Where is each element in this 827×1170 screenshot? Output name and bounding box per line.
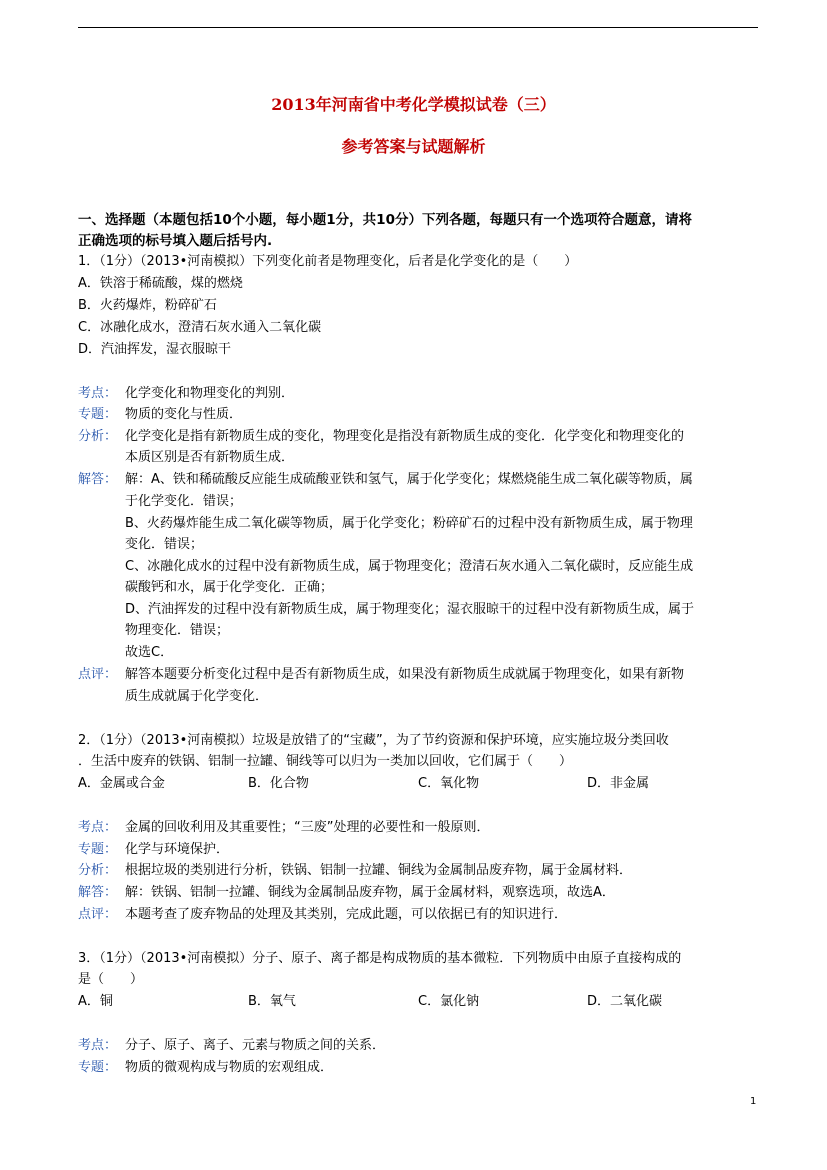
q1-stem: 1．（1分）（2013•河南模拟）下列变化前者是物理变化，后者是化学变化的是（ ） bbox=[78, 254, 578, 269]
q1-jieda-label: 解答： bbox=[78, 472, 118, 487]
q2-option-a: A．金属或合金 bbox=[78, 776, 165, 791]
q3-option-c: C．氯化钠 bbox=[418, 994, 480, 1009]
section-heading-line-1: 一、选择题（本题包括10个小题，每小题1分，共10分）下列各题，每题只有一个选项符合题意，请将 bbox=[78, 212, 692, 228]
q1-option-b: B．火药爆炸，粉碎矿石 bbox=[78, 298, 217, 313]
q2-option-d: D．非金属 bbox=[587, 776, 650, 791]
q1-dianping-line-2: 质生成就属于化学变化． bbox=[125, 689, 269, 704]
q2-fenxi: 根据垃圾的类别进行分析，铁锅、铝制一拉罐、铜线为金属制品废弃物，属于金属材料． bbox=[125, 863, 633, 878]
q1-jieda-line-9: 故选C． bbox=[125, 645, 174, 660]
q2-zhuanti-label: 专题： bbox=[78, 842, 118, 857]
q1-zhuanti-label: 专题： bbox=[78, 407, 118, 422]
q1-option-a: A．铁溶于稀硫酸，煤的燃烧 bbox=[78, 276, 243, 291]
page-subtitle: 参考答案与试题解析 bbox=[341, 137, 486, 156]
q3-kaodian-label: 考点： bbox=[78, 1038, 118, 1053]
q1-fenxi-line-2: 本质区别是否有新物质生成． bbox=[125, 450, 295, 465]
q2-stem-line-2: ．生活中废弃的铁锅、铝制一拉罐、铜线等可以归为一类加以回收，它们属于（ ） bbox=[78, 754, 573, 769]
q1-dianping-label: 点评： bbox=[78, 667, 118, 682]
q2-option-c: C．氧化物 bbox=[418, 776, 480, 791]
page-title: 2013年河南省中考化学模拟试卷（三） bbox=[271, 95, 556, 114]
q1-kaodian: 化学变化和物理变化的判别． bbox=[125, 386, 295, 401]
q1-kaodian-label: 考点： bbox=[78, 386, 118, 401]
page-number: 1 bbox=[750, 1096, 757, 1107]
q1-option-d: D．汽油挥发，湿衣服晾干 bbox=[78, 342, 232, 357]
q1-jieda-line-3: B、火药爆炸能生成二氧化碳等物质，属于化学变化；粉碎矿石的过程中没有新物质生成，属于物理 bbox=[125, 516, 693, 531]
q1-jieda-line-8: 物理变化．错误； bbox=[125, 623, 230, 638]
q1-jieda-line-5: C、冰融化成水的过程中没有新物质生成，属于物理变化；澄清石灰水通入二氧化碳时，反应能生成 bbox=[125, 559, 694, 574]
q1-zhuanti: 物质的变化与性质． bbox=[125, 407, 243, 422]
q1-fenxi-label: 分析： bbox=[78, 429, 118, 444]
q1-jieda-line-7: D、汽油挥发的过程中没有新物质生成，属于物理变化；湿衣服晾干的过程中没有新物质生成，属于 bbox=[125, 602, 695, 617]
q2-zhuanti: 化学与环境保护． bbox=[125, 842, 230, 857]
q2-dianping: 本题考查了废弃物品的处理及其类别，完成此题，可以依据已有的知识进行． bbox=[125, 907, 568, 922]
q1-jieda-line-2: 于化学变化．错误； bbox=[125, 494, 243, 509]
q3-option-b: B．氧气 bbox=[248, 994, 296, 1009]
q3-stem-line-2: 是（ ） bbox=[78, 972, 144, 987]
q3-zhuanti: 物质的微观构成与物质的宏观组成． bbox=[125, 1060, 334, 1075]
q2-fenxi-label: 分析： bbox=[78, 863, 118, 878]
q1-jieda-line-4: 变化．错误； bbox=[125, 537, 204, 552]
q2-option-b: B．化合物 bbox=[248, 776, 309, 791]
q1-dianping-line-1: 解答本题要分析变化过程中是否有新物质生成，如果没有新物质生成就属于物理变化，如果有新物 bbox=[125, 667, 685, 682]
q1-fenxi-line-1: 化学变化是指有新物质生成的变化，物理变化是指没有新物质生成的变化．化学变化和物理变化的 bbox=[125, 429, 685, 444]
q2-jieda: 解：铁锅、铝制一拉罐、铜线为金属制品废弃物，属于金属材料，观察选项，故选A． bbox=[125, 885, 615, 900]
q1-jieda-line-1: 解：A、铁和稀硫酸反应能生成硫酸亚铁和氢气，属于化学变化；煤燃烧能生成二氧化碳等物质，属 bbox=[125, 472, 693, 487]
q3-option-a: A．铜 bbox=[78, 994, 113, 1009]
q3-zhuanti-label: 专题： bbox=[78, 1060, 118, 1075]
q3-option-d: D．二氧化碳 bbox=[587, 994, 663, 1009]
q2-dianping-label: 点评： bbox=[78, 907, 118, 922]
q3-stem-line-1: 3．（1分）（2013•河南模拟）分子、原子、离子都是构成物质的基本微粒．下列物质中由原子直接构成的 bbox=[78, 951, 682, 966]
q1-option-c: C．冰融化成水，澄清石灰水通入二氧化碳 bbox=[78, 320, 322, 335]
section-heading-line-2: 正确选项的标号填入题后括号内. bbox=[78, 233, 273, 249]
q2-jieda-label: 解答： bbox=[78, 885, 118, 900]
q2-stem-line-1: 2．（1分）（2013•河南模拟）垃圾是放错了的“宝藏”，为了节约资源和保护环境，应实施垃圾分类回收 bbox=[78, 733, 669, 748]
header-rule bbox=[78, 27, 758, 28]
q2-kaodian: 金属的回收利用及其重要性；“三废”处理的必要性和一般原则． bbox=[125, 820, 490, 835]
q2-kaodian-label: 考点： bbox=[78, 820, 118, 835]
q3-kaodian: 分子、原子、离子、元素与物质之间的关系． bbox=[125, 1038, 386, 1053]
q1-jieda-line-6: 碳酸钙和水，属于化学变化．正确； bbox=[125, 580, 334, 595]
